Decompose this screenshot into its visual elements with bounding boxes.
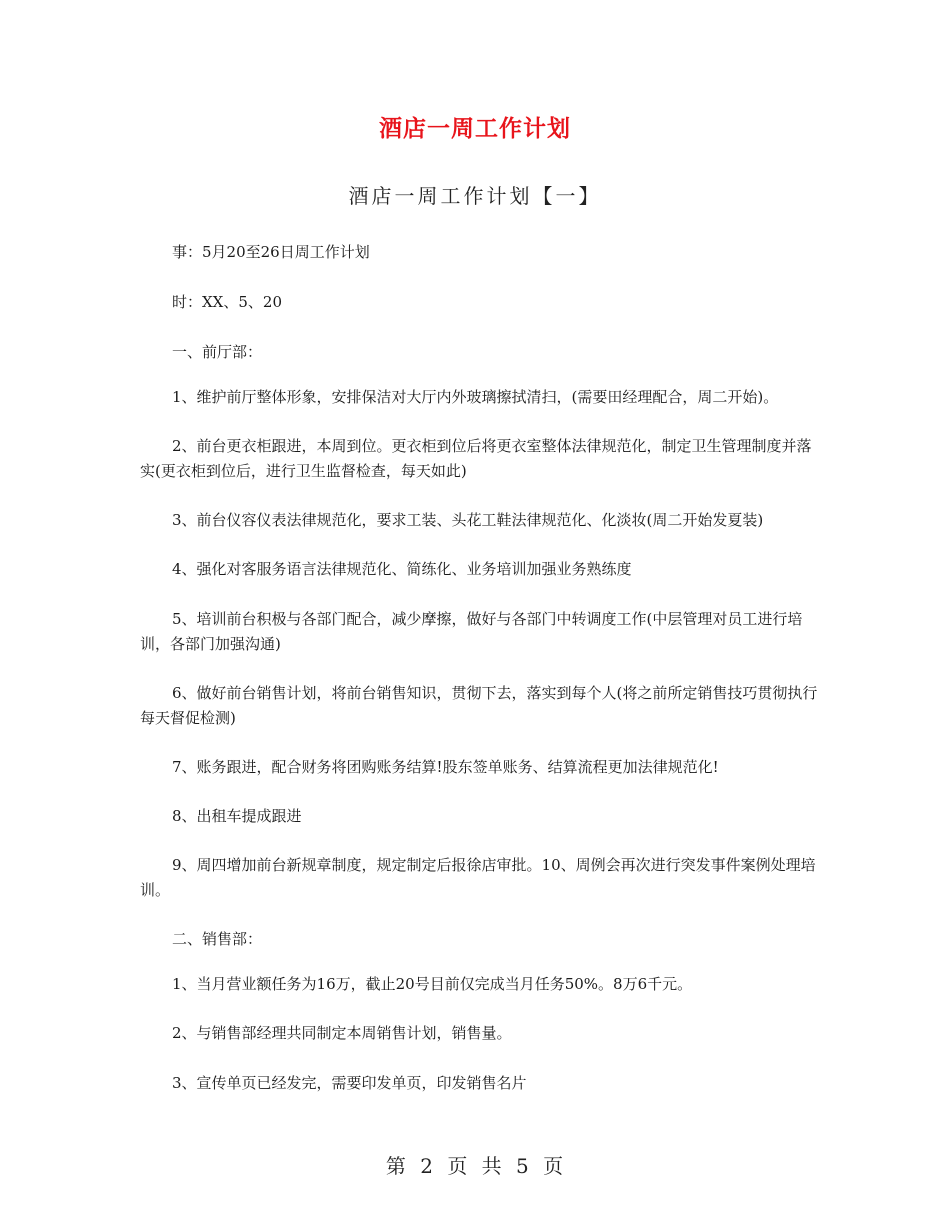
paragraph: 4、强化对客服务语言法律规范化、简练化、业务培训加强业务熟练度 [172, 560, 632, 578]
paragraph: 6、做好前台销售计划，将前台销售知识，贯彻下去，落实到每个人(将之前所定销售技巧贯彻执行每天督促检测) [140, 684, 818, 727]
section-title: 酒店一周工作计划【一】 [348, 184, 602, 208]
paragraph: 2、前台更衣柜跟进，本周到位。更衣柜到位后将更衣室整体法律规范化，制定卫生管理制度并落实(更衣柜到位后，进行卫生监督检查，每天如此) [140, 437, 812, 480]
paragraph: 时：XX、5、20 [172, 293, 282, 311]
page-number-footer: 第 2 页 共 5 页 [385, 1154, 565, 1178]
paragraph: 3、宣传单页已经发完，需要印发单页，印发销售名片 [172, 1074, 527, 1092]
paragraph: 二、销售部： [172, 930, 263, 948]
paragraph: 7、账务跟进，配合财务将团购账务结算!股东签单账务、结算流程更加法律规范化! [172, 758, 719, 776]
paragraph: 一、前厅部： [172, 343, 263, 361]
document-title: 酒店一周工作计划 [379, 115, 571, 142]
paragraph: 3、前台仪容仪表法律规范化，要求工装、头花工鞋法律规范化、化淡妆(周二开始发夏装) [172, 511, 764, 529]
paragraph: 1、维护前厅整体形象，安排保洁对大厅内外玻璃擦拭清扫，(需要田经理配合，周二开始)。 [172, 388, 779, 406]
paragraph: 1、当月营业额任务为16万，截止20号目前仅完成当月任务50%。8万6千元。 [172, 975, 693, 993]
paragraph: 5、培训前台积极与各部门配合，减少摩擦，做好与各部门中转调度工作(中层管理对员工进行培训，各部门加强沟通) [140, 610, 803, 653]
paragraph: 事：5月20至26日周工作计划 [172, 243, 370, 261]
paragraph: 2、与销售部经理共同制定本周销售计划，销售量。 [172, 1024, 512, 1042]
paragraph: 8、出租车提成跟进 [172, 807, 302, 825]
paragraph: 9、周四增加前台新规章制度，规定制定后报徐店审批。10、周例会再次进行突发事件案例处理培训。 [140, 856, 816, 899]
